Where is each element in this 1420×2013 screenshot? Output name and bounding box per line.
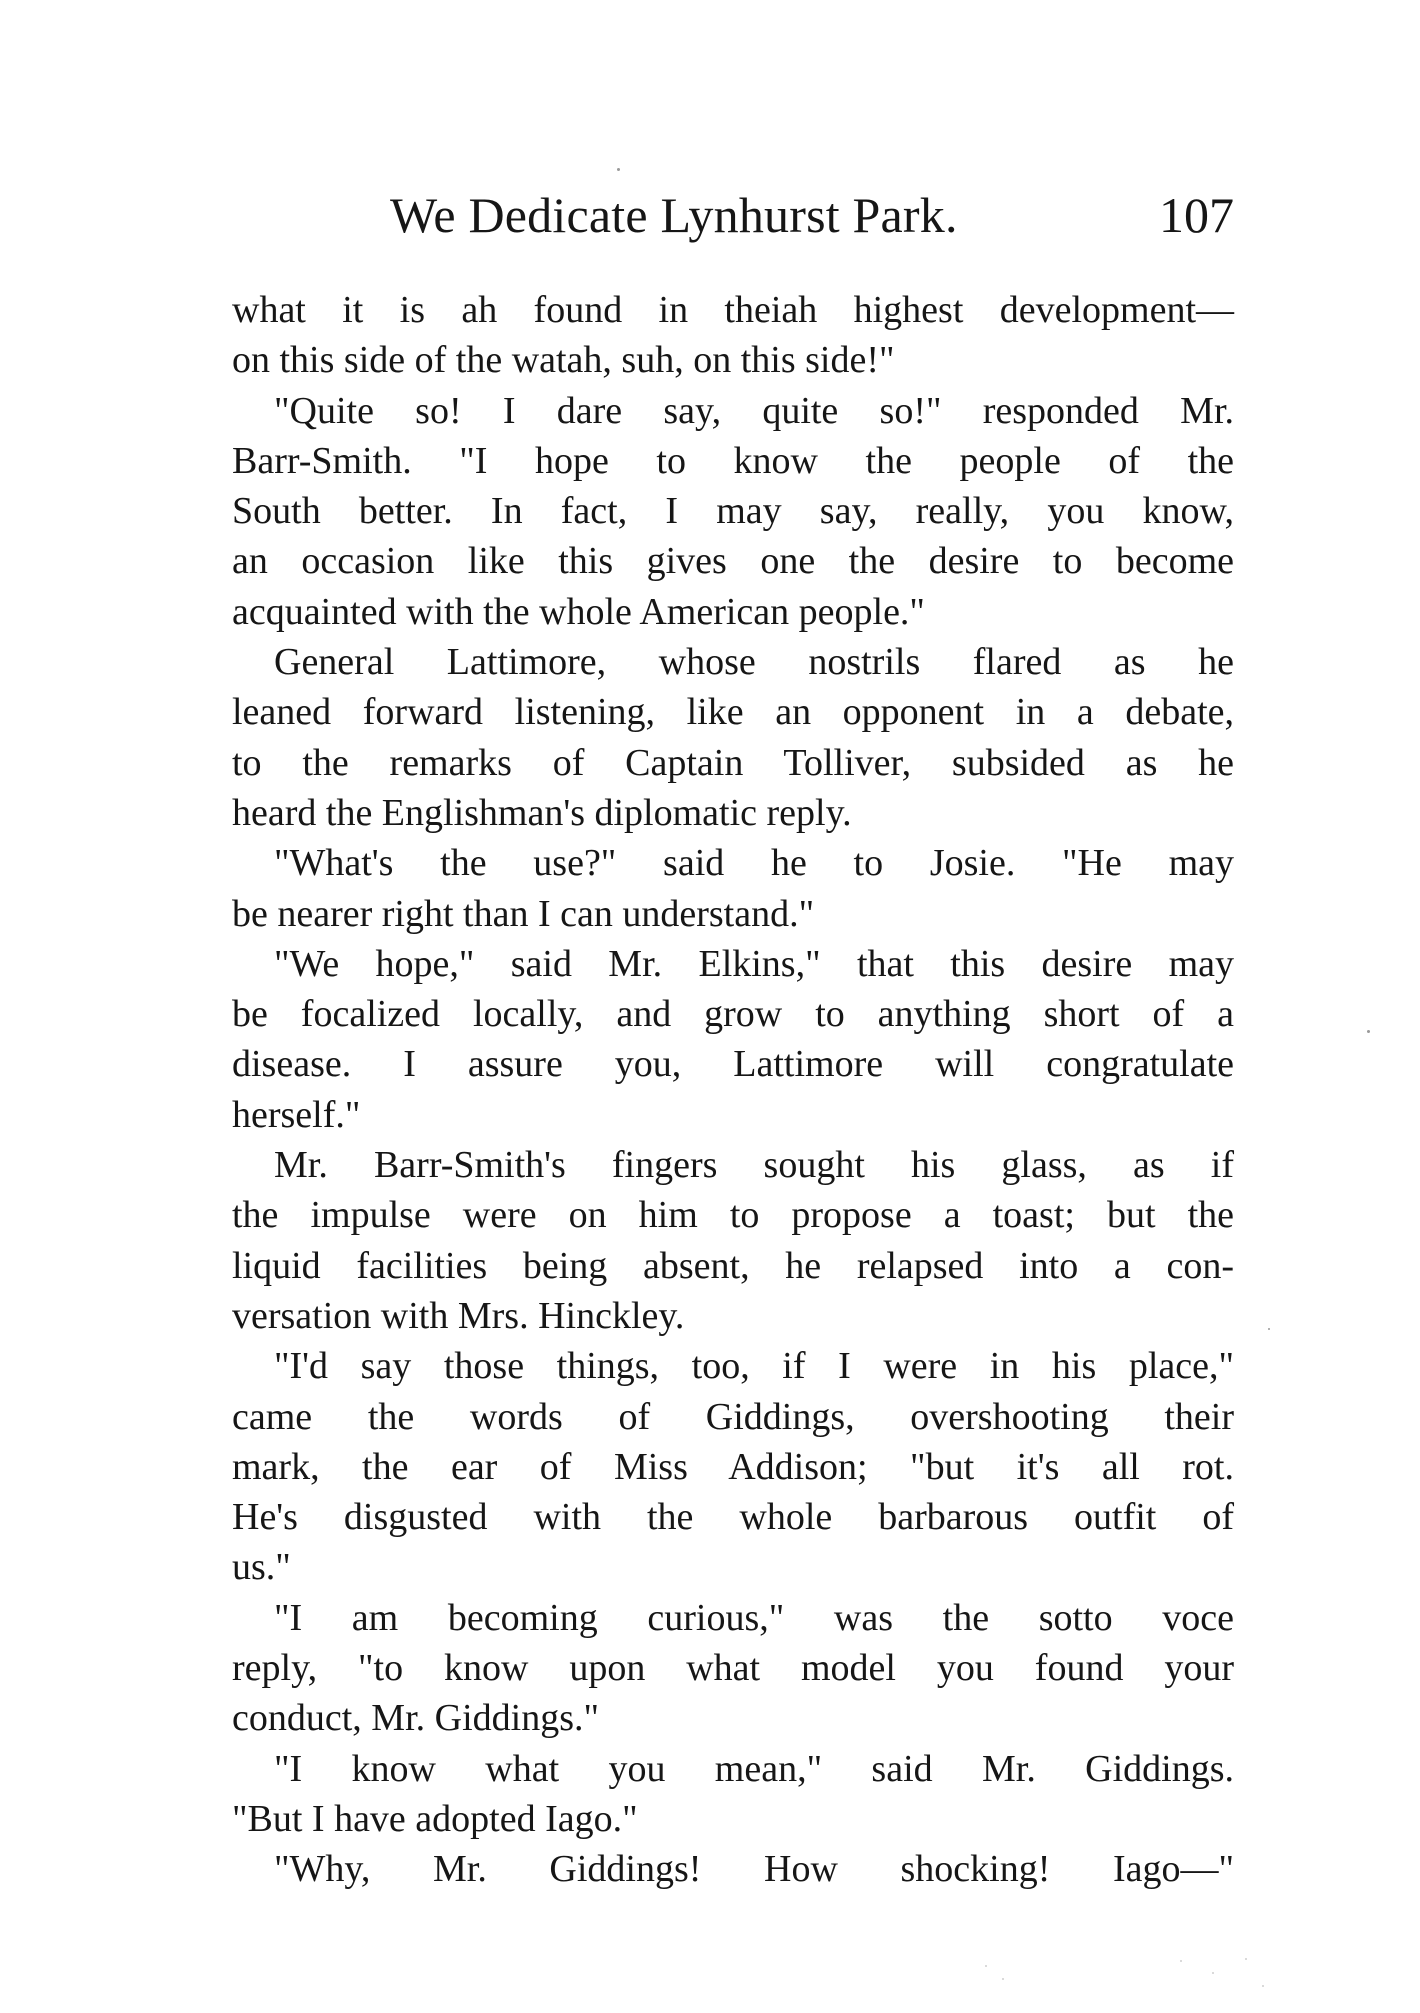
text-line: liquid facilities being absent, he relapsed into a con- <box>232 1244 1234 1287</box>
text-line: South better. In fact, I may say, really, you know, <box>232 490 1234 533</box>
running-title: We Dedicate Lynhurst Park. <box>390 187 958 243</box>
scan-speckle <box>1262 1985 1264 1987</box>
text-line: Barr-Smith. "I hope to know the people of the <box>232 439 1234 482</box>
page-number: 107 <box>1159 187 1234 243</box>
text-line: versation with Mrs. Hinckley. <box>232 1294 685 1337</box>
text-line: "I am becoming curious," was the sotto voce <box>274 1596 1234 1639</box>
text-line: came the words of Giddings, overshooting their <box>232 1395 1234 1438</box>
scan-speckle <box>1002 1978 1004 1980</box>
text-line: an occasion like this gives one the desire to become <box>232 540 1234 583</box>
body-text <box>232 285 1234 1895</box>
text-line: "Why, Mr. Giddings! How shocking! Iago—" <box>274 1848 1234 1891</box>
text-line: what it is ah found in theiah highest development— <box>232 289 1234 331</box>
text-line: "I know what you mean," said Mr. Giddings. <box>274 1747 1234 1790</box>
text-line: disease. I assure you, Lattimore will congratulate <box>232 1043 1234 1086</box>
text-line: Mr. Barr-Smith's fingers sought his glass, as if <box>274 1144 1234 1187</box>
text-line: herself." <box>232 1093 361 1136</box>
scan-speckle <box>617 168 620 171</box>
scan-speckle <box>1180 1960 1182 1962</box>
text-line: "But I have adopted Iago." <box>232 1797 638 1840</box>
text-line: heard the Englishman's diplomatic reply. <box>232 791 852 834</box>
text-line: "I'd say those things, too, if I were in his place," <box>274 1345 1234 1388</box>
text-line: on this side of the watah, suh, on this side!" <box>232 339 895 382</box>
text-line: "What's the use?" said he to Josie. "He may <box>274 842 1234 885</box>
text-line: leaned forward listening, like an opponent in a debate, <box>232 691 1234 734</box>
scan-speckle <box>985 1965 987 1967</box>
text-line: General Lattimore, whose nostrils flared as he <box>274 641 1234 684</box>
text-line: conduct, Mr. Giddings." <box>232 1697 599 1740</box>
scan-speckle <box>1268 1328 1270 1330</box>
text-line: to the remarks of Captain Tolliver, subsided as he <box>232 741 1234 784</box>
text-line: mark, the ear of Miss Addison; "but it's all rot. <box>232 1445 1234 1488</box>
scan-speckle <box>1212 1972 1214 1974</box>
text-line: reply, "to know upon what model you found your <box>232 1647 1234 1690</box>
text-line: "Quite so! I dare say, quite so!" responded Mr. <box>274 389 1234 432</box>
scan-speckle <box>1245 1958 1247 1960</box>
scan-speckle <box>1367 1030 1370 1033</box>
text-line: be nearer right than I can understand." <box>232 892 815 935</box>
text-line: acquainted with the whole American people." <box>232 590 925 633</box>
text-line: the impulse were on him to propose a toast; but the <box>232 1194 1234 1237</box>
text-line: "We hope," said Mr. Elkins," that this desire may <box>274 942 1234 985</box>
running-head <box>232 180 1234 250</box>
text-line: He's disgusted with the whole barbarous outfit of <box>232 1496 1234 1539</box>
text-line: be focalized locally, and grow to anything short of a <box>232 993 1234 1036</box>
text-line: us." <box>232 1546 291 1589</box>
